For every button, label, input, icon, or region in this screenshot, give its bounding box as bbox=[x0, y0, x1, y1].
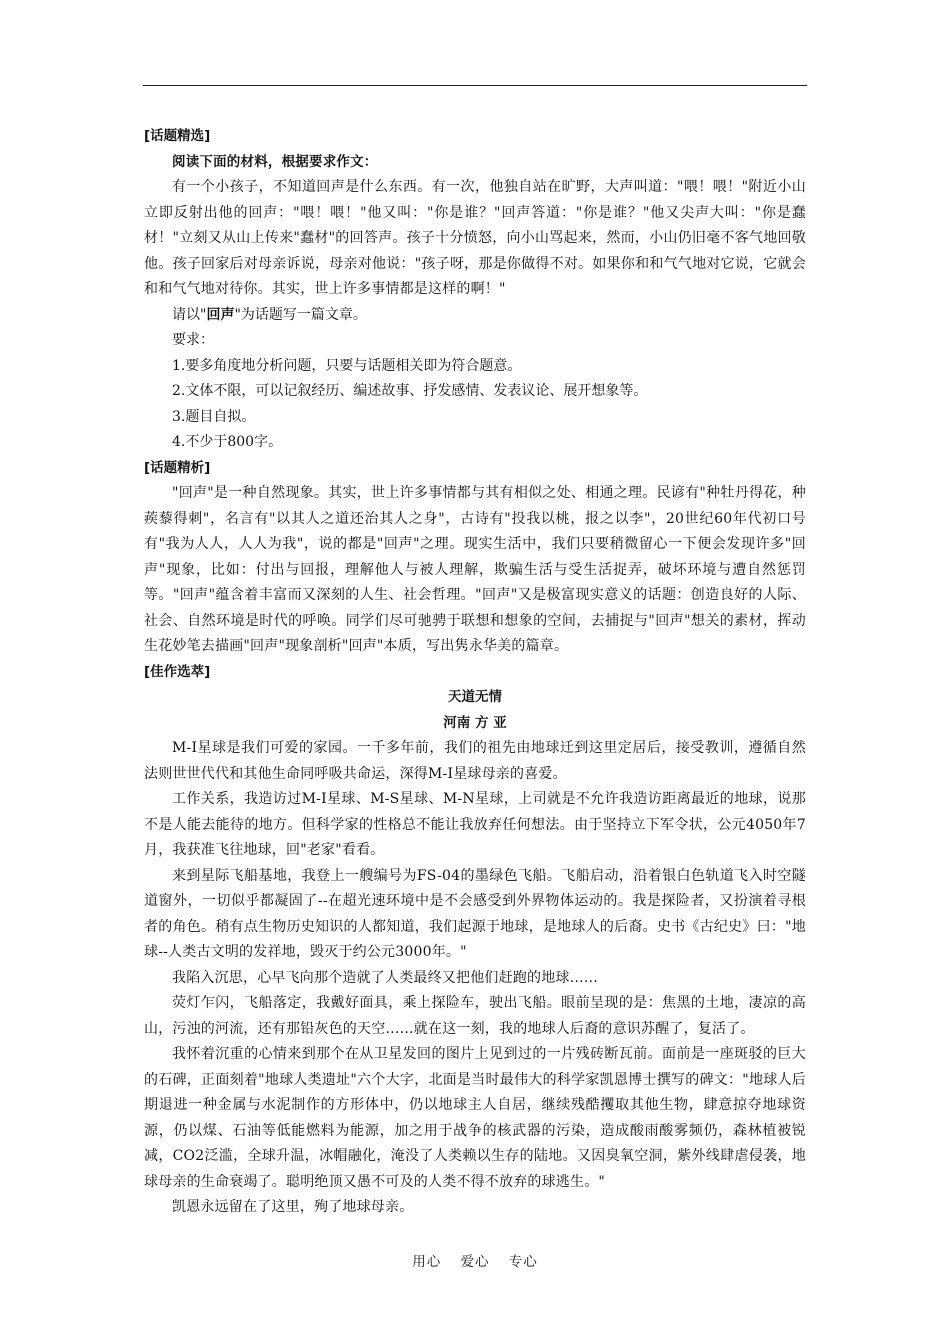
essay-title: 天道无情 bbox=[448, 689, 502, 705]
task-prefix: 请以" bbox=[172, 306, 207, 323]
document-body bbox=[144, 124, 806, 1221]
topic-material: 有一个小孩子，不知道回声是什么东西。有一次，他独自站在旷野，大声叫道："喂！喂！"附近小山立即反射出他的回声："喂！喂！"他又叫："你是谁？"回声答道："你是谁？"他又尖声大叫："你是蠢材！"立刻又从山上传来"蠢材"的回答声。孩子十分愤怒，向小山骂起来，然而，小山仍旧毫不客气地回敬他。孩子回家后对母亲诉说，母亲对他说："孩子呀，那是你做得不对。如果你和和气气地对它说，它就会和和气气地对待你。其实，世上许多事情都是这样的啊！" bbox=[144, 179, 806, 297]
topic-task bbox=[144, 303, 806, 329]
section-heading-essay: [佳作选萃] bbox=[144, 663, 211, 680]
task-suffix: "为话题写一篇文章。 bbox=[234, 306, 367, 323]
requirement-item: 3.题目自拟。 bbox=[172, 408, 256, 425]
page-footer: 用心 爱心 专心 bbox=[412, 1254, 538, 1270]
requirement-item: 2.文体不限，可以记叙经历、编述故事、抒发感情、发表议论、展开想象等。 bbox=[172, 383, 648, 399]
section-heading-analysis: [话题精析] bbox=[144, 459, 211, 476]
essay-paragraph: 我怀着沉重的心情来到那个在从卫星发回的图片上见到过的一片残砖断瓦前。面前是一座斑驳的巨大的石碑，正面刻着"地球人类遗址"六个大字，北面是当时最伟大的科学家凯恩博士撰写的碑文："地球人后期退进一种金属与水泥制作的方形体中，仍以地球主人自居，继续残酷攫取其他生物，肆意掠夺地球资源，仍以煤、石油等低能燃料为能源，加之用于战争的核武器的污染，造成酸雨酸雾频仍，森林植被锐减，CO2泛滥，全球升温，冰帽融化，淹没了人类赖以生存的陆地。又因臭氧空洞，紫外线肆虐侵袭，地球母亲的生命衰竭了。聪明绝顶又愚不可及的人类不得不放弃的球逃生。" bbox=[144, 1046, 806, 1190]
topic-instruction: 阅读下面的材料，根据要求作文： bbox=[172, 153, 378, 170]
requirement-item: 1.要多角度地分析问题，只要与话题相关即为符合题意。 bbox=[172, 357, 522, 374]
requirement-item: 4.不少于800字。 bbox=[172, 434, 283, 450]
essay-paragraph: 我陷入沉思，心早飞向那个造就了人类最终又把他们赶跑的地球…… bbox=[172, 969, 598, 986]
task-keyword: 回声 bbox=[206, 306, 235, 323]
essay-paragraph: 荧灯乍闪，飞船落定，我戴好面具，乘上探险车，驶出飞船。眼前呈现的是：焦黑的土地，凄凉的高山，污浊的河流，还有那铅灰色的天空……就在这一刻，我的地球人后裔的意识苏醒了，复活了。 bbox=[144, 995, 806, 1037]
essay-paragraph: 工作关系，我造访过M-I星球、M-S星球、M-N星球，上司就是不允许我造访距离最近的地球，说那不是人能去能待的地方。但科学家的性格总不能让我放弃任何想法。由于坚持立下军令状，公元4050年7月，我获准飞往地球，回"老家"看看。 bbox=[144, 791, 806, 858]
requirements-label: 要求： bbox=[172, 332, 214, 348]
essay-paragraph: 来到星际飞船基地，我登上一艘编号为FS-04的墨绿色飞船。飞船启动，沿着银白色轨道飞入时空隧道窗外，一切似乎都凝固了--在超光速环境中是不会感受到外界物体运动的。我是探险者，又扮演着寻根者的角色。稍有点生物历史知识的人都知道，我们起源于地球，是地球人的后裔。史书《古纪史》曰："地球--人类古文明的发祥地，毁灭于约公元3000年。" bbox=[144, 867, 806, 960]
essay-paragraph: M-I星球是我们可爱的家园。一千多年前，我们的祖先由地球迁到这里定居后，接受教训，遵循自然法则世世代代和其他生命同呼吸共命运，深得M-I星球母亲的喜爱。 bbox=[144, 740, 806, 782]
essay-paragraph: 凯恩永远留在了这里，殉了地球母亲。 bbox=[172, 1199, 414, 1215]
essay-author: 河南 方 亚 bbox=[443, 714, 507, 731]
header-rule bbox=[143, 85, 807, 86]
analysis-text: "回声"是一种自然现象。其实，世上许多事情都与其有相似之处、相通之理。民谚有"种牡丹得花，种蒺藜得刺"，名言有"以其人之道还治其人之身"，古诗有"投我以桃，报之以李"，20世纪60年代初口号有"我为人人，人人为我"，说的都是"回声"之理。现实生活中，我们只要稍微留心一下便会发现许多"回声"现象，比如：付出与回报，理解他人与被人理解，欺骗生活与受生活捉弄，破坏环境与遭自然惩罚等。"回声"蕴含着丰富而又深刻的人生、社会哲理。"回声"又是极富现实意义的话题：创造良好的人际、社会、自然环境是时代的呼唤。同学们尽可驰骋于联想和想象的空间，去捕捉与"回声"想关的素材，挥动生花妙笔去描画"回声"现象剖析"回声"本质，写出隽永华美的篇章。 bbox=[144, 485, 806, 654]
section-heading-topic: [话题精选] bbox=[144, 128, 211, 144]
